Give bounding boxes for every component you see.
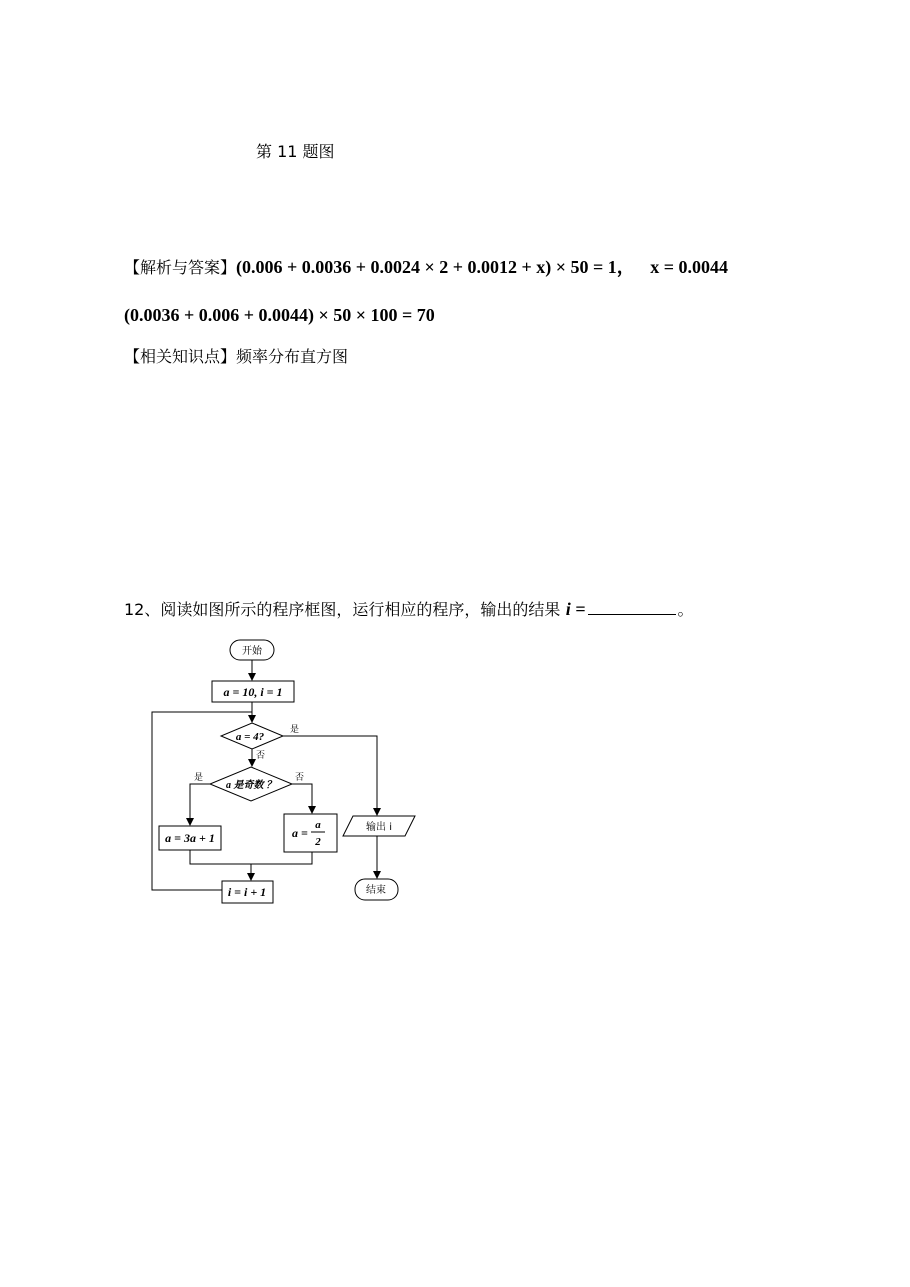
even-step-numerator: a [315,819,321,831]
analysis-formula-2: (0.0036 + 0.006 + 0.0044) × 50 × 100 = 70 [124,305,435,325]
even-step-denominator: 2 [315,836,321,848]
decision-2-text: a 是奇数 ？ [226,780,276,791]
odd-step-label: a = 3a + 1 [165,831,215,845]
knowledge-text: 频率分布直方图 [236,347,349,366]
decision-2-label [226,779,276,791]
figure-caption: 第 11 题图 [256,142,335,161]
analysis-label: 【解析与答案】 [124,258,237,277]
flowchart [140,630,440,920]
question-12-end: 。 [677,600,694,619]
decision-2-no: 否 [295,773,305,783]
start-label: 开始 [242,646,262,657]
question-12-text: 12、阅读如图所示的程序框图，运行相应的程序，输出的结果 [124,600,561,619]
decision-1-yes: 是 [290,725,300,735]
decision-1-no: 否 [256,751,266,761]
question-12-var: i = [565,599,586,619]
analysis-formula-1-result: x = 0.0044 [650,257,728,277]
analysis-line [124,257,728,278]
knowledge-line [124,347,348,367]
decision-1-label: a = 4? [235,731,265,743]
output-label: 输出 i [366,822,392,833]
question-12 [124,599,694,620]
knowledge-label: 【相关知识点】 [124,347,237,366]
even-step-lhs: a = [292,826,308,840]
analysis-formula-1: (0.006 + 0.0036 + 0.0024 × 2 + 0.0012 + x) × 50 = 1， [236,257,635,277]
answer-blank[interactable] [588,600,676,615]
decision-2-yes: 是 [194,773,204,783]
increment-label: i = i + 1 [227,885,267,899]
end-label: 结束 [366,885,386,896]
init-label: a = 10, i = 1 [223,685,283,699]
